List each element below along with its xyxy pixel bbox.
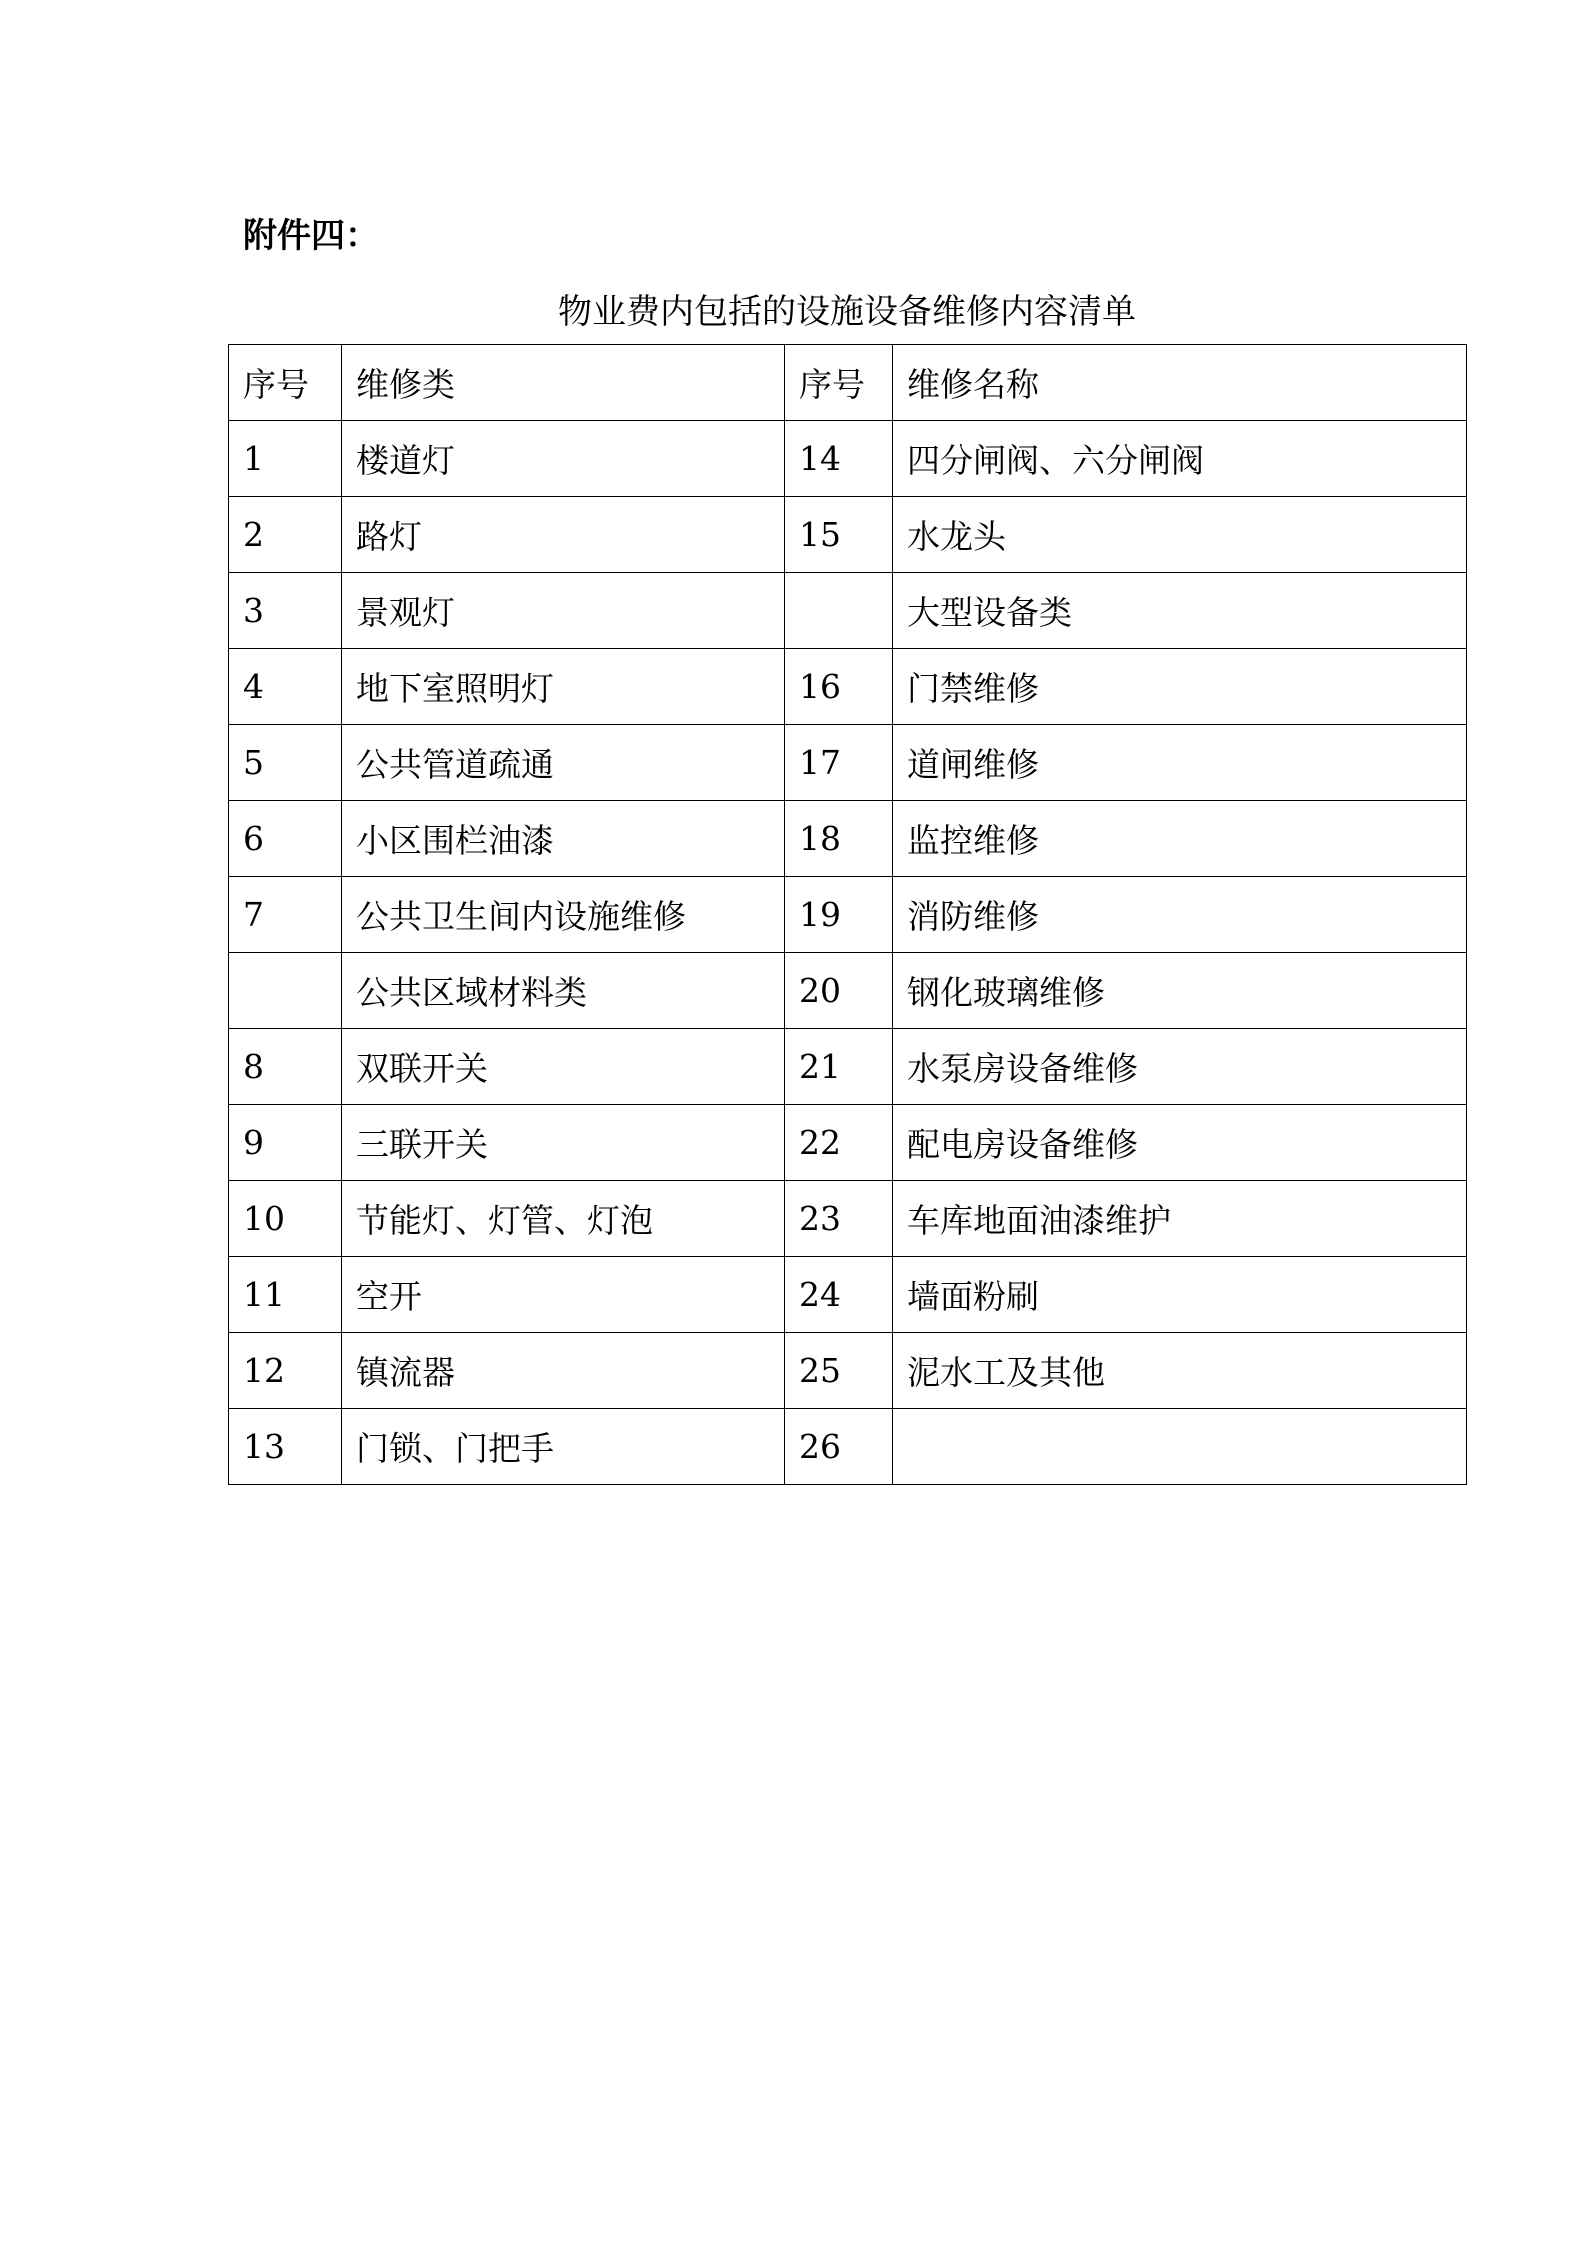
row-no-right-cell: 15: [785, 497, 893, 573]
row-name-cell: 门禁维修: [893, 649, 1467, 725]
row-no-right-cell: 23: [785, 1181, 893, 1257]
table-row: [229, 801, 1467, 877]
row-no-right-cell: 14: [785, 421, 893, 497]
table-row: [229, 1333, 1467, 1409]
row-no-right-cell: 18: [785, 801, 893, 877]
row-no-right-cell: 19: [785, 877, 893, 953]
row-no-right-cell: 20: [785, 953, 893, 1029]
row-category-cell: 镇流器: [342, 1333, 785, 1409]
table-row: [229, 1409, 1467, 1485]
row-no-left-cell: 1: [229, 421, 342, 497]
row-name-cell: 泥水工及其他: [893, 1333, 1467, 1409]
row-name-cell: 消防维修: [893, 877, 1467, 953]
row-no-right-cell: 25: [785, 1333, 893, 1409]
row-name-cell: 道闸维修: [893, 725, 1467, 801]
row-category-cell: 景观灯: [342, 573, 785, 649]
row-no-left-cell: 13: [229, 1409, 342, 1485]
row-category-cell: 空开: [342, 1257, 785, 1333]
row-name-cell: 大型设备类: [893, 573, 1467, 649]
table-row: [229, 497, 1467, 573]
table-row: [229, 421, 1467, 497]
row-no-left-cell: 5: [229, 725, 342, 801]
row-category-cell: 楼道灯: [342, 421, 785, 497]
table-row: [229, 1105, 1467, 1181]
header-category: 维修类: [342, 345, 785, 421]
table-row: [229, 725, 1467, 801]
row-category-cell: 三联开关: [342, 1105, 785, 1181]
row-name-cell: 车库地面油漆维护: [893, 1181, 1467, 1257]
row-no-left-cell: 7: [229, 877, 342, 953]
row-no-right-cell: 24: [785, 1257, 893, 1333]
row-category-cell: 公共卫生间内设施维修: [342, 877, 785, 953]
row-category-cell: 地下室照明灯: [342, 649, 785, 725]
row-category-cell: 门锁、门把手: [342, 1409, 785, 1485]
table-row: [229, 877, 1467, 953]
row-name-cell: 四分闸阀、六分闸阀: [893, 421, 1467, 497]
row-no-left-cell: 11: [229, 1257, 342, 1333]
row-name-cell: 水泵房设备维修: [893, 1029, 1467, 1105]
row-no-right-cell: 22: [785, 1105, 893, 1181]
row-no-left-cell: [229, 953, 342, 1029]
row-no-right-cell: [785, 573, 893, 649]
row-no-left-cell: 2: [229, 497, 342, 573]
document-title: 物业费内包括的设施设备维修内容清单: [558, 292, 1136, 332]
row-no-left-cell: 10: [229, 1181, 342, 1257]
row-no-left-cell: 9: [229, 1105, 342, 1181]
row-name-cell: 水龙头: [893, 497, 1467, 573]
header-name: 维修名称: [893, 345, 1467, 421]
row-category-cell: 小区围栏油漆: [342, 801, 785, 877]
row-name-cell: 配电房设备维修: [893, 1105, 1467, 1181]
row-category-cell: 路灯: [342, 497, 785, 573]
row-no-left-cell: 8: [229, 1029, 342, 1105]
table-body: [229, 345, 1467, 1485]
table-row: [229, 573, 1467, 649]
table-header-row: [229, 345, 1467, 421]
row-no-left-cell: 4: [229, 649, 342, 725]
row-no-right-cell: 21: [785, 1029, 893, 1105]
row-no-right-cell: 16: [785, 649, 893, 725]
table-row: [229, 1029, 1467, 1105]
row-category-cell: 节能灯、灯管、灯泡: [342, 1181, 785, 1257]
row-name-cell: 监控维修: [893, 801, 1467, 877]
row-no-left-cell: 12: [229, 1333, 342, 1409]
row-category-cell: 双联开关: [342, 1029, 785, 1105]
table-row: [229, 649, 1467, 725]
row-name-cell: [893, 1409, 1467, 1485]
row-name-cell: 钢化玻璃维修: [893, 953, 1467, 1029]
row-no-right-cell: 26: [785, 1409, 893, 1485]
row-no-right-cell: 17: [785, 725, 893, 801]
row-name-cell: 墙面粉刷: [893, 1257, 1467, 1333]
table-row: [229, 1181, 1467, 1257]
maintenance-table: [228, 344, 1467, 1485]
table-row: [229, 953, 1467, 1029]
row-no-left-cell: 6: [229, 801, 342, 877]
row-category-cell: 公共管道疏通: [342, 725, 785, 801]
attachment-heading: 附件四：: [243, 216, 379, 256]
header-no-left: 序号: [229, 345, 342, 421]
header-no-right: 序号: [785, 345, 893, 421]
table-row: [229, 1257, 1467, 1333]
row-category-cell: 公共区域材料类: [342, 953, 785, 1029]
row-no-left-cell: 3: [229, 573, 342, 649]
